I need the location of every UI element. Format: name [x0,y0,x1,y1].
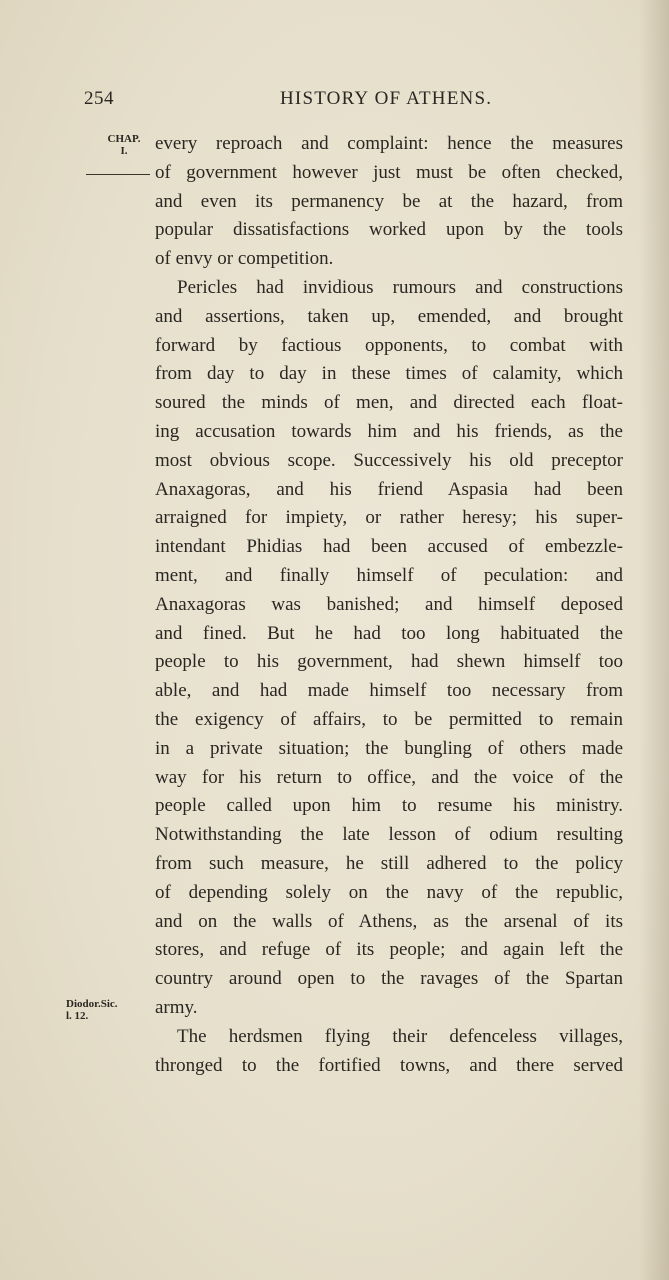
text-line: ment, and finally himself of peculation: and [155,564,623,586]
text-line: way for his return to office, and the voice of the [155,766,623,788]
text-line: of depending solely on the navy of the republic, [155,881,623,903]
page-header [84,88,524,116]
text-line: people to his government, had shewn himself too [155,651,623,673]
body-text [155,130,623,1080]
running-head: HISTORY OF ATHENS. [280,88,493,109]
text-line: stores, and refuge of its people; and again left the [155,939,623,961]
chapter-label: CHAP. [107,133,141,145]
text-line: and assertions, taken up, emended, and brought [155,305,623,327]
text-line: Pericles had invidious rumours and constructions [177,276,623,298]
text-line: soured the minds of men, and directed each float- [155,392,623,414]
text-line: forward by factious opponents, to combat with [155,334,623,356]
text-line: able, and had made himself too necessary from [155,680,623,702]
text-line: intendant Phidias had been accused of embezzle- [155,536,623,558]
text-line: Anaxagoras was banished; and himself deposed [155,593,623,615]
text-line: and fined. But he had too long habituated the [155,622,623,644]
text-line: most obvious scope. Successively his old preceptor [155,449,623,471]
text-line: Anaxagoras, and his friend Aspasia had been [155,478,623,500]
text-line: country around open to the ravages of the Spartan [155,968,623,990]
text-line: the exigency of affairs, to be permitted to remain [155,708,623,730]
text-line: army. [155,996,198,1018]
text-line: and on the walls of Athens, as the arsenal of its [155,910,623,932]
text-line: in a private situation; the bungling of others made [155,737,623,759]
text-line: from such measure, he still adhered to the policy [155,852,623,874]
chapter-number: I. [120,145,128,157]
text-line: Notwithstanding the late lesson of odium resulting [155,824,623,846]
chapter-marginal-label [94,133,154,157]
text-line: The herdsmen flying their defenceless villages, [177,1025,623,1047]
marginal-citation [66,998,146,1022]
text-line: popular dissatisfactions worked upon by the tools [155,219,623,241]
citation-book: l. 12. [66,1010,89,1022]
page-number: 254 [84,88,114,109]
text-line: of government however just must be often checked, [155,161,623,183]
citation-source: Diodor.Sic. [66,998,118,1010]
text-line: and even its permanency be at the hazard, from [155,190,623,212]
text-line: from day to day in these times of calamity, which [155,363,623,385]
text-line: people called upon him to resume his ministry. [155,795,623,817]
text-line: thronged to the fortified towns, and there served [155,1054,623,1076]
text-line: arraigned for impiety, or rather heresy; his super- [155,507,623,529]
text-line: of envy or competition. [155,248,334,270]
text-line: every reproach and complaint: hence the measures [155,133,623,154]
text-line: ing accusation towards him and his friends, as the [155,420,623,442]
page-edge-shadow [639,0,669,1280]
marginal-rule [86,174,150,175]
